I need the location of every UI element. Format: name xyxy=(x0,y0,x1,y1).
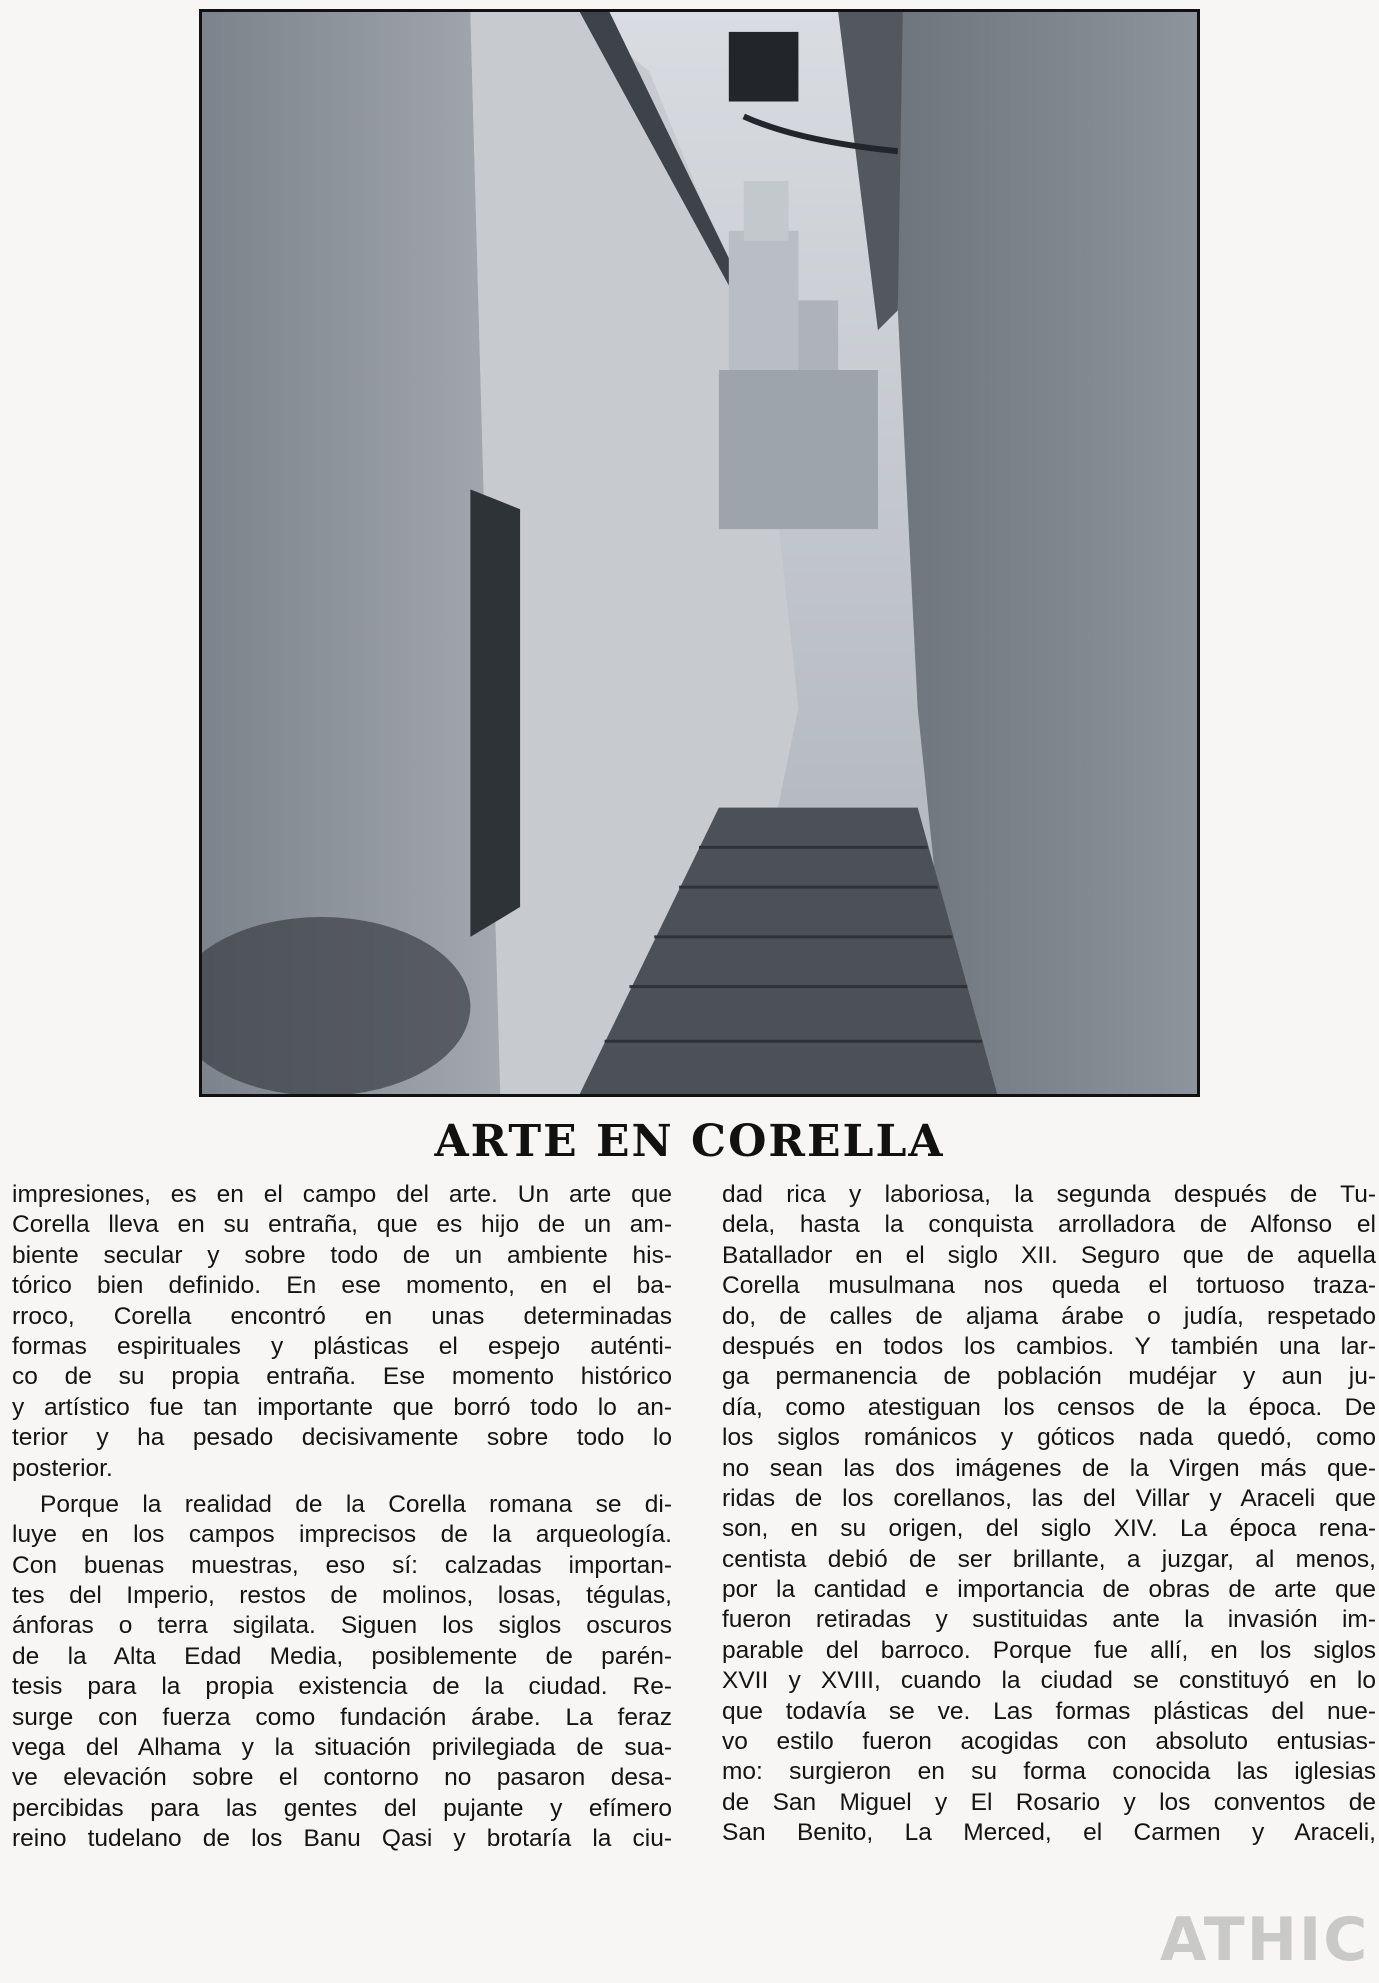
text-line: los siglos románicos y góticos nada quedó, como xyxy=(722,1424,1376,1452)
text-line: impresiones, es en el campo del arte. Un arte que xyxy=(12,1181,672,1208)
right-column xyxy=(722,1180,1376,1849)
text-line: surge con fuerza como fundación árabe. La feraz xyxy=(12,1703,672,1731)
text-line: terior y ha pesado decisivamente sobre todo lo xyxy=(12,1424,672,1452)
text-line: ridas de los corellanos, las del Villar y Araceli que xyxy=(722,1484,1376,1512)
text-line: dad rica y laboriosa, la segunda después de Tu- xyxy=(722,1181,1376,1208)
text-line: que todavía se ve. Las formas plásticas del nue- xyxy=(722,1697,1376,1725)
text-line: de la Alta Edad Media, posiblemente de parén- xyxy=(12,1642,672,1670)
text-line: no sean las dos imágenes de la Virgen más que- xyxy=(722,1454,1376,1482)
text-line: rroco, Corella encontró en unas determinadas xyxy=(12,1302,672,1330)
text-line: tesis para la propia existencia de la ciudad. Re- xyxy=(12,1673,672,1701)
text-line: ve elevación sobre el contorno no pasaron desa- xyxy=(12,1764,672,1792)
text-line: Batallador en el siglo XII. Seguro que de aquella xyxy=(722,1241,1376,1269)
text-line: co de su propia entraña. Ese momento histórico xyxy=(12,1363,672,1391)
text-line: XVII y XVIII, cuando la ciudad se constituyó en lo xyxy=(722,1667,1376,1695)
text-line: ánforas o terra sigilata. Siguen los siglos oscuros xyxy=(12,1612,672,1640)
text-line: do, de calles de aljama árabe o judía, respetado xyxy=(722,1302,1376,1330)
text-line: después en todos los cambios. Y también una lar- xyxy=(722,1332,1376,1360)
text-line: Porque la realidad de la Corella romana se di- xyxy=(40,1490,672,1518)
text-line: ga permanencia de población mudéjar y aun ju- xyxy=(722,1363,1376,1391)
text-line: percibidas para las gentes del pujante y efímero xyxy=(12,1794,672,1822)
text-line: dela, hasta la conquista arrolladora de Alfonso el xyxy=(722,1211,1376,1239)
text-line: posterior. xyxy=(12,1454,113,1482)
street-photo xyxy=(199,9,1200,1097)
article-title: ARTE EN CORELLA xyxy=(434,1116,945,1167)
text-line: son, en su origen, del siglo XIV. La época rena- xyxy=(722,1515,1376,1543)
text-line: reino tudelano de los Banu Qasi y brotaría la ciu- xyxy=(12,1825,672,1853)
text-line: vega del Alhama y la situación privilegiada de sua- xyxy=(12,1734,672,1762)
text-line: por la cantidad e importancia de obras de arte que xyxy=(722,1576,1376,1604)
text-line: de San Miguel y El Rosario y los conventos de xyxy=(722,1788,1376,1816)
text-line: centista debió de ser brillante, a juzgar, al menos, xyxy=(722,1545,1376,1573)
text-line: Con buenas muestras, eso sí: calzadas importan- xyxy=(12,1551,672,1579)
text-line: biente secular y sobre todo de un ambiente his- xyxy=(12,1241,672,1269)
text-line: tórico bien definido. En ese momento, en el ba- xyxy=(12,1272,672,1300)
text-line: fueron retiradas y sustituidas ante la invasión im- xyxy=(722,1606,1376,1634)
text-line: luye en los campos imprecisos de la arqueología. xyxy=(12,1521,672,1549)
text-line: Corella lleva en su entraña, que es hijo de un am- xyxy=(12,1211,672,1239)
text-line: día, como atestiguan los censos de la época. De xyxy=(722,1393,1376,1421)
text-line: y artístico fue tan importante que borró todo lo an- xyxy=(12,1393,672,1421)
text-line: parable del barroco. Porque fue allí, en los siglos xyxy=(722,1636,1376,1664)
watermark: ATHIC xyxy=(1160,1905,1370,1975)
text-line: tes del Imperio, restos de molinos, losas, tégulas, xyxy=(12,1582,672,1610)
text-line: formas espirituales y plásticas el espejo auténti- xyxy=(12,1332,672,1360)
street-stairs-photo-icon xyxy=(202,12,1197,1094)
text-line: vo estilo fueron acogidas con absoluto entusias- xyxy=(722,1728,1376,1756)
text-line: mo: surgieron en su forma conocida las iglesias xyxy=(722,1758,1376,1786)
left-column xyxy=(12,1180,672,1855)
text-line: Corella musulmana nos queda el tortuoso traza- xyxy=(722,1272,1376,1300)
text-line: San Benito, La Merced, el Carmen y Araceli, xyxy=(722,1819,1376,1847)
